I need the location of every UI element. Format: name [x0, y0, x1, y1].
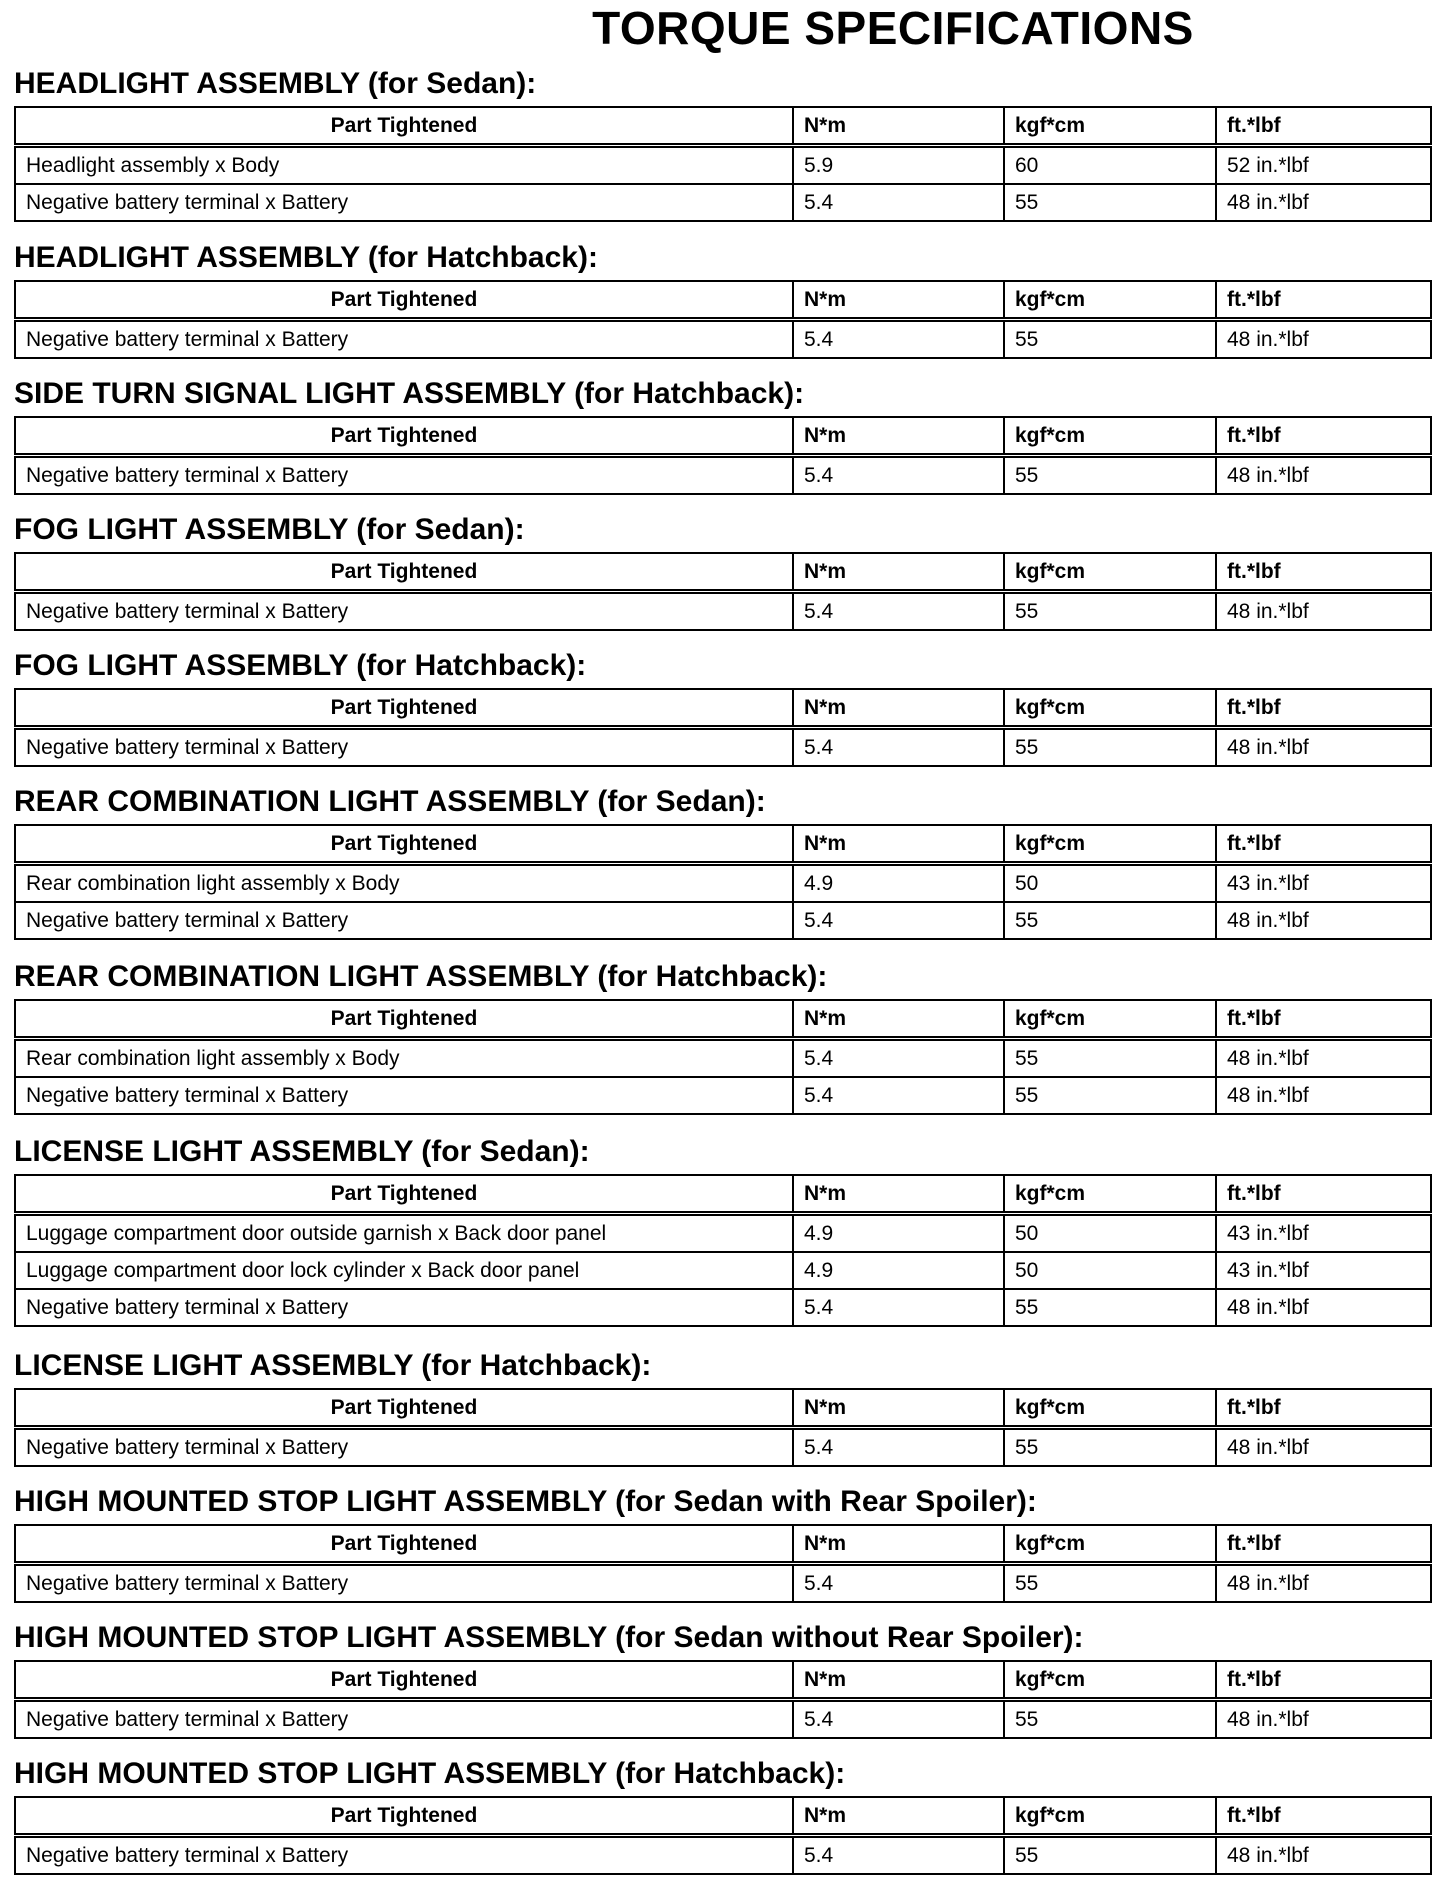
- header-kgfcm: kgf*cm: [1004, 1797, 1216, 1836]
- cell-kgfcm: 55: [1004, 592, 1216, 631]
- header-kgfcm: kgf*cm: [1004, 281, 1216, 320]
- header-part-tightened: Part Tightened: [15, 689, 793, 728]
- header-kgfcm: kgf*cm: [1004, 1175, 1216, 1214]
- section-heading: HIGH MOUNTED STOP LIGHT ASSEMBLY (for Sedan with Rear Spoiler):: [14, 1485, 1037, 1518]
- table-row: [15, 728, 1431, 767]
- torque-table: [14, 1388, 1432, 1467]
- torque-table: [14, 106, 1432, 222]
- table-row: [15, 902, 1431, 939]
- cell-kgfcm: 55: [1004, 320, 1216, 359]
- header-nm: N*m: [793, 689, 1004, 728]
- table-header-row: [15, 281, 1431, 320]
- header-ftlbf: ft.*lbf: [1216, 281, 1431, 320]
- cell-nm: 5.4: [793, 728, 1004, 767]
- header-kgfcm: kgf*cm: [1004, 689, 1216, 728]
- table-header-row: [15, 1797, 1431, 1836]
- header-ftlbf: ft.*lbf: [1216, 107, 1431, 146]
- table-row: [15, 1700, 1431, 1739]
- cell-kgfcm: 60: [1004, 146, 1216, 185]
- torque-table: [14, 1796, 1432, 1875]
- cell-kgfcm: 55: [1004, 1700, 1216, 1739]
- cell-ftlbf: 52 in.*lbf: [1216, 146, 1431, 185]
- header-nm: N*m: [793, 281, 1004, 320]
- cell-ftlbf: 43 in.*lbf: [1216, 1252, 1431, 1289]
- header-ftlbf: ft.*lbf: [1216, 1525, 1431, 1564]
- header-nm: N*m: [793, 107, 1004, 146]
- cell-nm: 5.4: [793, 1077, 1004, 1114]
- cell-kgfcm: 55: [1004, 1564, 1216, 1603]
- spec-section: [14, 1346, 1430, 1467]
- cell-part: Negative battery terminal x Battery: [15, 1289, 793, 1326]
- cell-kgfcm: 50: [1004, 1214, 1216, 1253]
- section-heading: REAR COMBINATION LIGHT ASSEMBLY (for Hatchback):: [14, 960, 828, 993]
- cell-nm: 5.9: [793, 146, 1004, 185]
- cell-nm: 5.4: [793, 1700, 1004, 1739]
- header-ftlbf: ft.*lbf: [1216, 553, 1431, 592]
- table-header-row: [15, 553, 1431, 592]
- cell-ftlbf: 48 in.*lbf: [1216, 728, 1431, 767]
- spec-section: [14, 510, 1430, 631]
- header-part-tightened: Part Tightened: [15, 1661, 793, 1700]
- section-heading: HEADLIGHT ASSEMBLY (for Hatchback):: [14, 241, 598, 274]
- section-heading: SIDE TURN SIGNAL LIGHT ASSEMBLY (for Hatchback):: [14, 377, 805, 410]
- header-ftlbf: ft.*lbf: [1216, 1000, 1431, 1039]
- table-header-row: [15, 1661, 1431, 1700]
- header-kgfcm: kgf*cm: [1004, 1525, 1216, 1564]
- cell-kgfcm: 55: [1004, 728, 1216, 767]
- torque-table: [14, 416, 1432, 495]
- cell-nm: 4.9: [793, 1214, 1004, 1253]
- table-header-row: [15, 1389, 1431, 1428]
- cell-ftlbf: 48 in.*lbf: [1216, 456, 1431, 495]
- table-row: [15, 1289, 1431, 1326]
- cell-nm: 5.4: [793, 320, 1004, 359]
- cell-ftlbf: 43 in.*lbf: [1216, 1214, 1431, 1253]
- spec-section: [14, 1482, 1430, 1603]
- header-part-tightened: Part Tightened: [15, 1000, 793, 1039]
- table-row: [15, 1836, 1431, 1875]
- cell-part: Negative battery terminal x Battery: [15, 184, 793, 221]
- cell-part: Rear combination light assembly x Body: [15, 864, 793, 903]
- header-kgfcm: kgf*cm: [1004, 553, 1216, 592]
- cell-kgfcm: 55: [1004, 1077, 1216, 1114]
- cell-ftlbf: 48 in.*lbf: [1216, 1039, 1431, 1078]
- cell-part: Luggage compartment door lock cylinder x Back door panel: [15, 1252, 793, 1289]
- spec-section: [14, 1618, 1430, 1739]
- header-kgfcm: kgf*cm: [1004, 107, 1216, 146]
- cell-part: Negative battery terminal x Battery: [15, 1700, 793, 1739]
- header-ftlbf: ft.*lbf: [1216, 1797, 1431, 1836]
- cell-nm: 5.4: [793, 1289, 1004, 1326]
- torque-table: [14, 1174, 1432, 1327]
- cell-nm: 5.4: [793, 1428, 1004, 1467]
- torque-table: [14, 552, 1432, 631]
- cell-nm: 5.4: [793, 184, 1004, 221]
- cell-ftlbf: 48 in.*lbf: [1216, 592, 1431, 631]
- cell-part: Negative battery terminal x Battery: [15, 456, 793, 495]
- cell-kgfcm: 55: [1004, 1289, 1216, 1326]
- header-nm: N*m: [793, 553, 1004, 592]
- section-heading: HEADLIGHT ASSEMBLY (for Sedan):: [14, 67, 537, 100]
- torque-table: [14, 999, 1432, 1115]
- header-kgfcm: kgf*cm: [1004, 1661, 1216, 1700]
- section-heading: HIGH MOUNTED STOP LIGHT ASSEMBLY (for Hatchback):: [14, 1757, 846, 1790]
- table-header-row: [15, 417, 1431, 456]
- torque-table: [14, 1524, 1432, 1603]
- cell-part: Luggage compartment door outside garnish x Back door panel: [15, 1214, 793, 1253]
- header-kgfcm: kgf*cm: [1004, 1389, 1216, 1428]
- cell-ftlbf: 48 in.*lbf: [1216, 1428, 1431, 1467]
- header-part-tightened: Part Tightened: [15, 1797, 793, 1836]
- cell-ftlbf: 48 in.*lbf: [1216, 1564, 1431, 1603]
- header-part-tightened: Part Tightened: [15, 553, 793, 592]
- header-nm: N*m: [793, 1525, 1004, 1564]
- cell-nm: 5.4: [793, 1564, 1004, 1603]
- cell-ftlbf: 48 in.*lbf: [1216, 1289, 1431, 1326]
- page-title: TORQUE SPECIFICATIONS: [592, 2, 1194, 54]
- cell-part: Negative battery terminal x Battery: [15, 1836, 793, 1875]
- header-nm: N*m: [793, 825, 1004, 864]
- table-row: [15, 320, 1431, 359]
- table-row: [15, 864, 1431, 903]
- cell-nm: 5.4: [793, 1039, 1004, 1078]
- header-ftlbf: ft.*lbf: [1216, 825, 1431, 864]
- header-nm: N*m: [793, 1661, 1004, 1700]
- torque-table: [14, 280, 1432, 359]
- header-ftlbf: ft.*lbf: [1216, 1661, 1431, 1700]
- torque-table: [14, 824, 1432, 940]
- cell-nm: 5.4: [793, 902, 1004, 939]
- section-heading: LICENSE LIGHT ASSEMBLY (for Sedan):: [14, 1135, 590, 1168]
- header-part-tightened: Part Tightened: [15, 1389, 793, 1428]
- table-header-row: [15, 107, 1431, 146]
- header-nm: N*m: [793, 1000, 1004, 1039]
- cell-part: Negative battery terminal x Battery: [15, 902, 793, 939]
- cell-nm: 5.4: [793, 592, 1004, 631]
- table-row: [15, 1077, 1431, 1114]
- header-ftlbf: ft.*lbf: [1216, 417, 1431, 456]
- cell-part: Negative battery terminal x Battery: [15, 320, 793, 359]
- cell-kgfcm: 55: [1004, 456, 1216, 495]
- cell-part: Negative battery terminal x Battery: [15, 1077, 793, 1114]
- header-part-tightened: Part Tightened: [15, 1525, 793, 1564]
- table-row: [15, 1428, 1431, 1467]
- cell-part: Negative battery terminal x Battery: [15, 592, 793, 631]
- torque-table: [14, 1660, 1432, 1739]
- cell-ftlbf: 48 in.*lbf: [1216, 1700, 1431, 1739]
- cell-ftlbf: 48 in.*lbf: [1216, 1077, 1431, 1114]
- header-ftlbf: ft.*lbf: [1216, 1175, 1431, 1214]
- header-nm: N*m: [793, 1175, 1004, 1214]
- cell-part: Negative battery terminal x Battery: [15, 1428, 793, 1467]
- section-heading: LICENSE LIGHT ASSEMBLY (for Hatchback):: [14, 1349, 652, 1382]
- table-header-row: [15, 825, 1431, 864]
- cell-nm: 4.9: [793, 864, 1004, 903]
- table-header-row: [15, 1000, 1431, 1039]
- header-part-tightened: Part Tightened: [15, 825, 793, 864]
- table-row: [15, 146, 1431, 185]
- cell-ftlbf: 48 in.*lbf: [1216, 320, 1431, 359]
- header-ftlbf: ft.*lbf: [1216, 1389, 1431, 1428]
- table-header-row: [15, 1175, 1431, 1214]
- header-ftlbf: ft.*lbf: [1216, 689, 1431, 728]
- section-heading: HIGH MOUNTED STOP LIGHT ASSEMBLY (for Sedan without Rear Spoiler):: [14, 1621, 1084, 1654]
- header-kgfcm: kgf*cm: [1004, 1000, 1216, 1039]
- cell-part: Headlight assembly x Body: [15, 146, 793, 185]
- cell-kgfcm: 55: [1004, 1836, 1216, 1875]
- header-part-tightened: Part Tightened: [15, 281, 793, 320]
- header-nm: N*m: [793, 1389, 1004, 1428]
- table-row: [15, 1564, 1431, 1603]
- table-row: [15, 184, 1431, 221]
- cell-part: Negative battery terminal x Battery: [15, 1564, 793, 1603]
- table-row: [15, 1214, 1431, 1253]
- spec-section: [14, 64, 1430, 222]
- cell-ftlbf: 48 in.*lbf: [1216, 184, 1431, 221]
- cell-kgfcm: 50: [1004, 864, 1216, 903]
- cell-ftlbf: 48 in.*lbf: [1216, 902, 1431, 939]
- section-heading: REAR COMBINATION LIGHT ASSEMBLY (for Sedan):: [14, 785, 766, 818]
- header-part-tightened: Part Tightened: [15, 417, 793, 456]
- spec-section: [14, 957, 1430, 1115]
- table-row: [15, 592, 1431, 631]
- section-heading: FOG LIGHT ASSEMBLY (for Sedan):: [14, 513, 525, 546]
- cell-ftlbf: 43 in.*lbf: [1216, 864, 1431, 903]
- spec-section: [14, 1132, 1430, 1327]
- header-kgfcm: kgf*cm: [1004, 417, 1216, 456]
- section-heading: FOG LIGHT ASSEMBLY (for Hatchback):: [14, 649, 587, 682]
- cell-kgfcm: 50: [1004, 1252, 1216, 1289]
- spec-section: [14, 238, 1430, 359]
- header-nm: N*m: [793, 417, 1004, 456]
- cell-part: Negative battery terminal x Battery: [15, 728, 793, 767]
- cell-ftlbf: 48 in.*lbf: [1216, 1836, 1431, 1875]
- cell-kgfcm: 55: [1004, 184, 1216, 221]
- spec-section: [14, 1754, 1430, 1875]
- spec-section: [14, 374, 1430, 495]
- cell-kgfcm: 55: [1004, 1039, 1216, 1078]
- spec-section: [14, 646, 1430, 767]
- torque-table: [14, 688, 1432, 767]
- spec-section: [14, 782, 1430, 940]
- cell-nm: 5.4: [793, 456, 1004, 495]
- header-part-tightened: Part Tightened: [15, 107, 793, 146]
- table-row: [15, 1039, 1431, 1078]
- cell-part: Rear combination light assembly x Body: [15, 1039, 793, 1078]
- cell-nm: 4.9: [793, 1252, 1004, 1289]
- cell-kgfcm: 55: [1004, 1428, 1216, 1467]
- header-nm: N*m: [793, 1797, 1004, 1836]
- table-header-row: [15, 1525, 1431, 1564]
- header-kgfcm: kgf*cm: [1004, 825, 1216, 864]
- table-header-row: [15, 689, 1431, 728]
- table-row: [15, 456, 1431, 495]
- header-part-tightened: Part Tightened: [15, 1175, 793, 1214]
- cell-kgfcm: 55: [1004, 902, 1216, 939]
- table-row: [15, 1252, 1431, 1289]
- cell-nm: 5.4: [793, 1836, 1004, 1875]
